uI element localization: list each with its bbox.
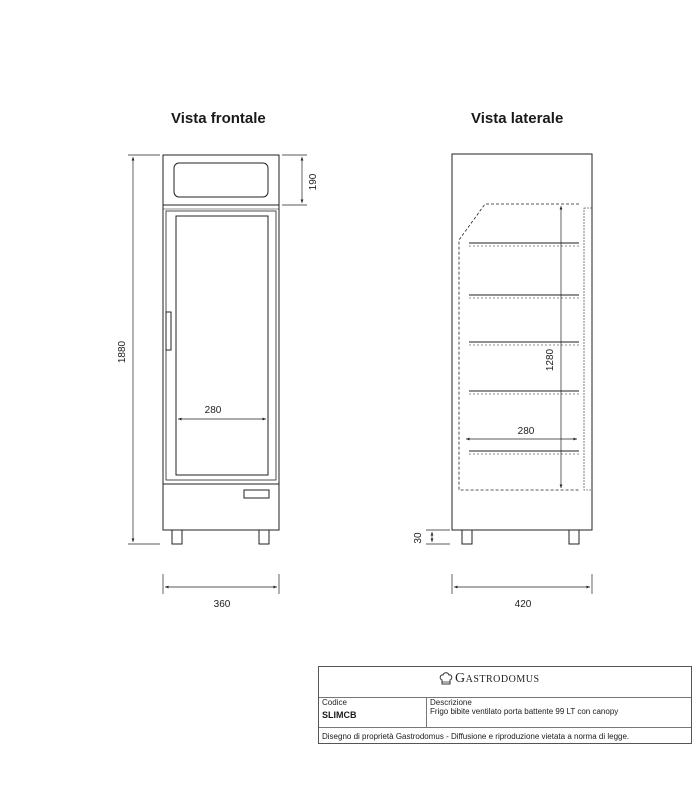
code-cell	[319, 697, 427, 727]
chef-hat-icon	[439, 671, 453, 687]
side-fan-grill	[584, 208, 592, 490]
title-block-footer	[319, 727, 691, 745]
front-inner-width-label: 280	[204, 405, 222, 416]
front-view-title: Vista frontale	[171, 110, 266, 127]
side-feet-label: 30	[413, 532, 424, 544]
front-foot-left	[172, 530, 182, 544]
description-label: Descrizione	[430, 698, 472, 707]
front-canopy-label: 190	[308, 173, 319, 191]
description-value: Frigo bibite ventilato porta battente 99 LT con canopy	[430, 707, 619, 716]
front-canopy-panel	[174, 163, 268, 197]
side-foot-right	[569, 530, 579, 544]
side-dimension-lines	[426, 206, 592, 594]
side-shelves	[469, 243, 579, 454]
code-label: Codice	[322, 698, 347, 707]
brand-logo	[439, 671, 540, 687]
side-depth-label: 420	[514, 599, 532, 610]
front-glass	[176, 216, 268, 475]
title-block-logo-row	[319, 667, 691, 698]
side-view-title: Vista laterale	[471, 110, 564, 127]
side-view	[452, 154, 592, 544]
side-inner-width-label: 280	[517, 426, 535, 437]
front-view	[163, 155, 279, 544]
code-value: SLIMCB	[322, 710, 357, 720]
front-width-label: 360	[213, 599, 231, 610]
front-foot-right	[259, 530, 269, 544]
control-panel	[244, 490, 269, 498]
copyright-notice: Disegno di proprietà Gastrodomus - Diffusione e riproduzione vietata a norma di legge.	[322, 732, 630, 741]
brand-name: Gastrodomus	[455, 671, 540, 686]
front-height-label: 1880	[117, 340, 128, 364]
front-dimension-lines	[128, 155, 307, 594]
side-foot-left	[462, 530, 472, 544]
description-cell	[427, 697, 691, 727]
door-handle	[166, 312, 171, 350]
side-shelf-height-label: 1280	[545, 348, 556, 372]
title-block	[318, 666, 692, 744]
front-door	[166, 211, 276, 480]
